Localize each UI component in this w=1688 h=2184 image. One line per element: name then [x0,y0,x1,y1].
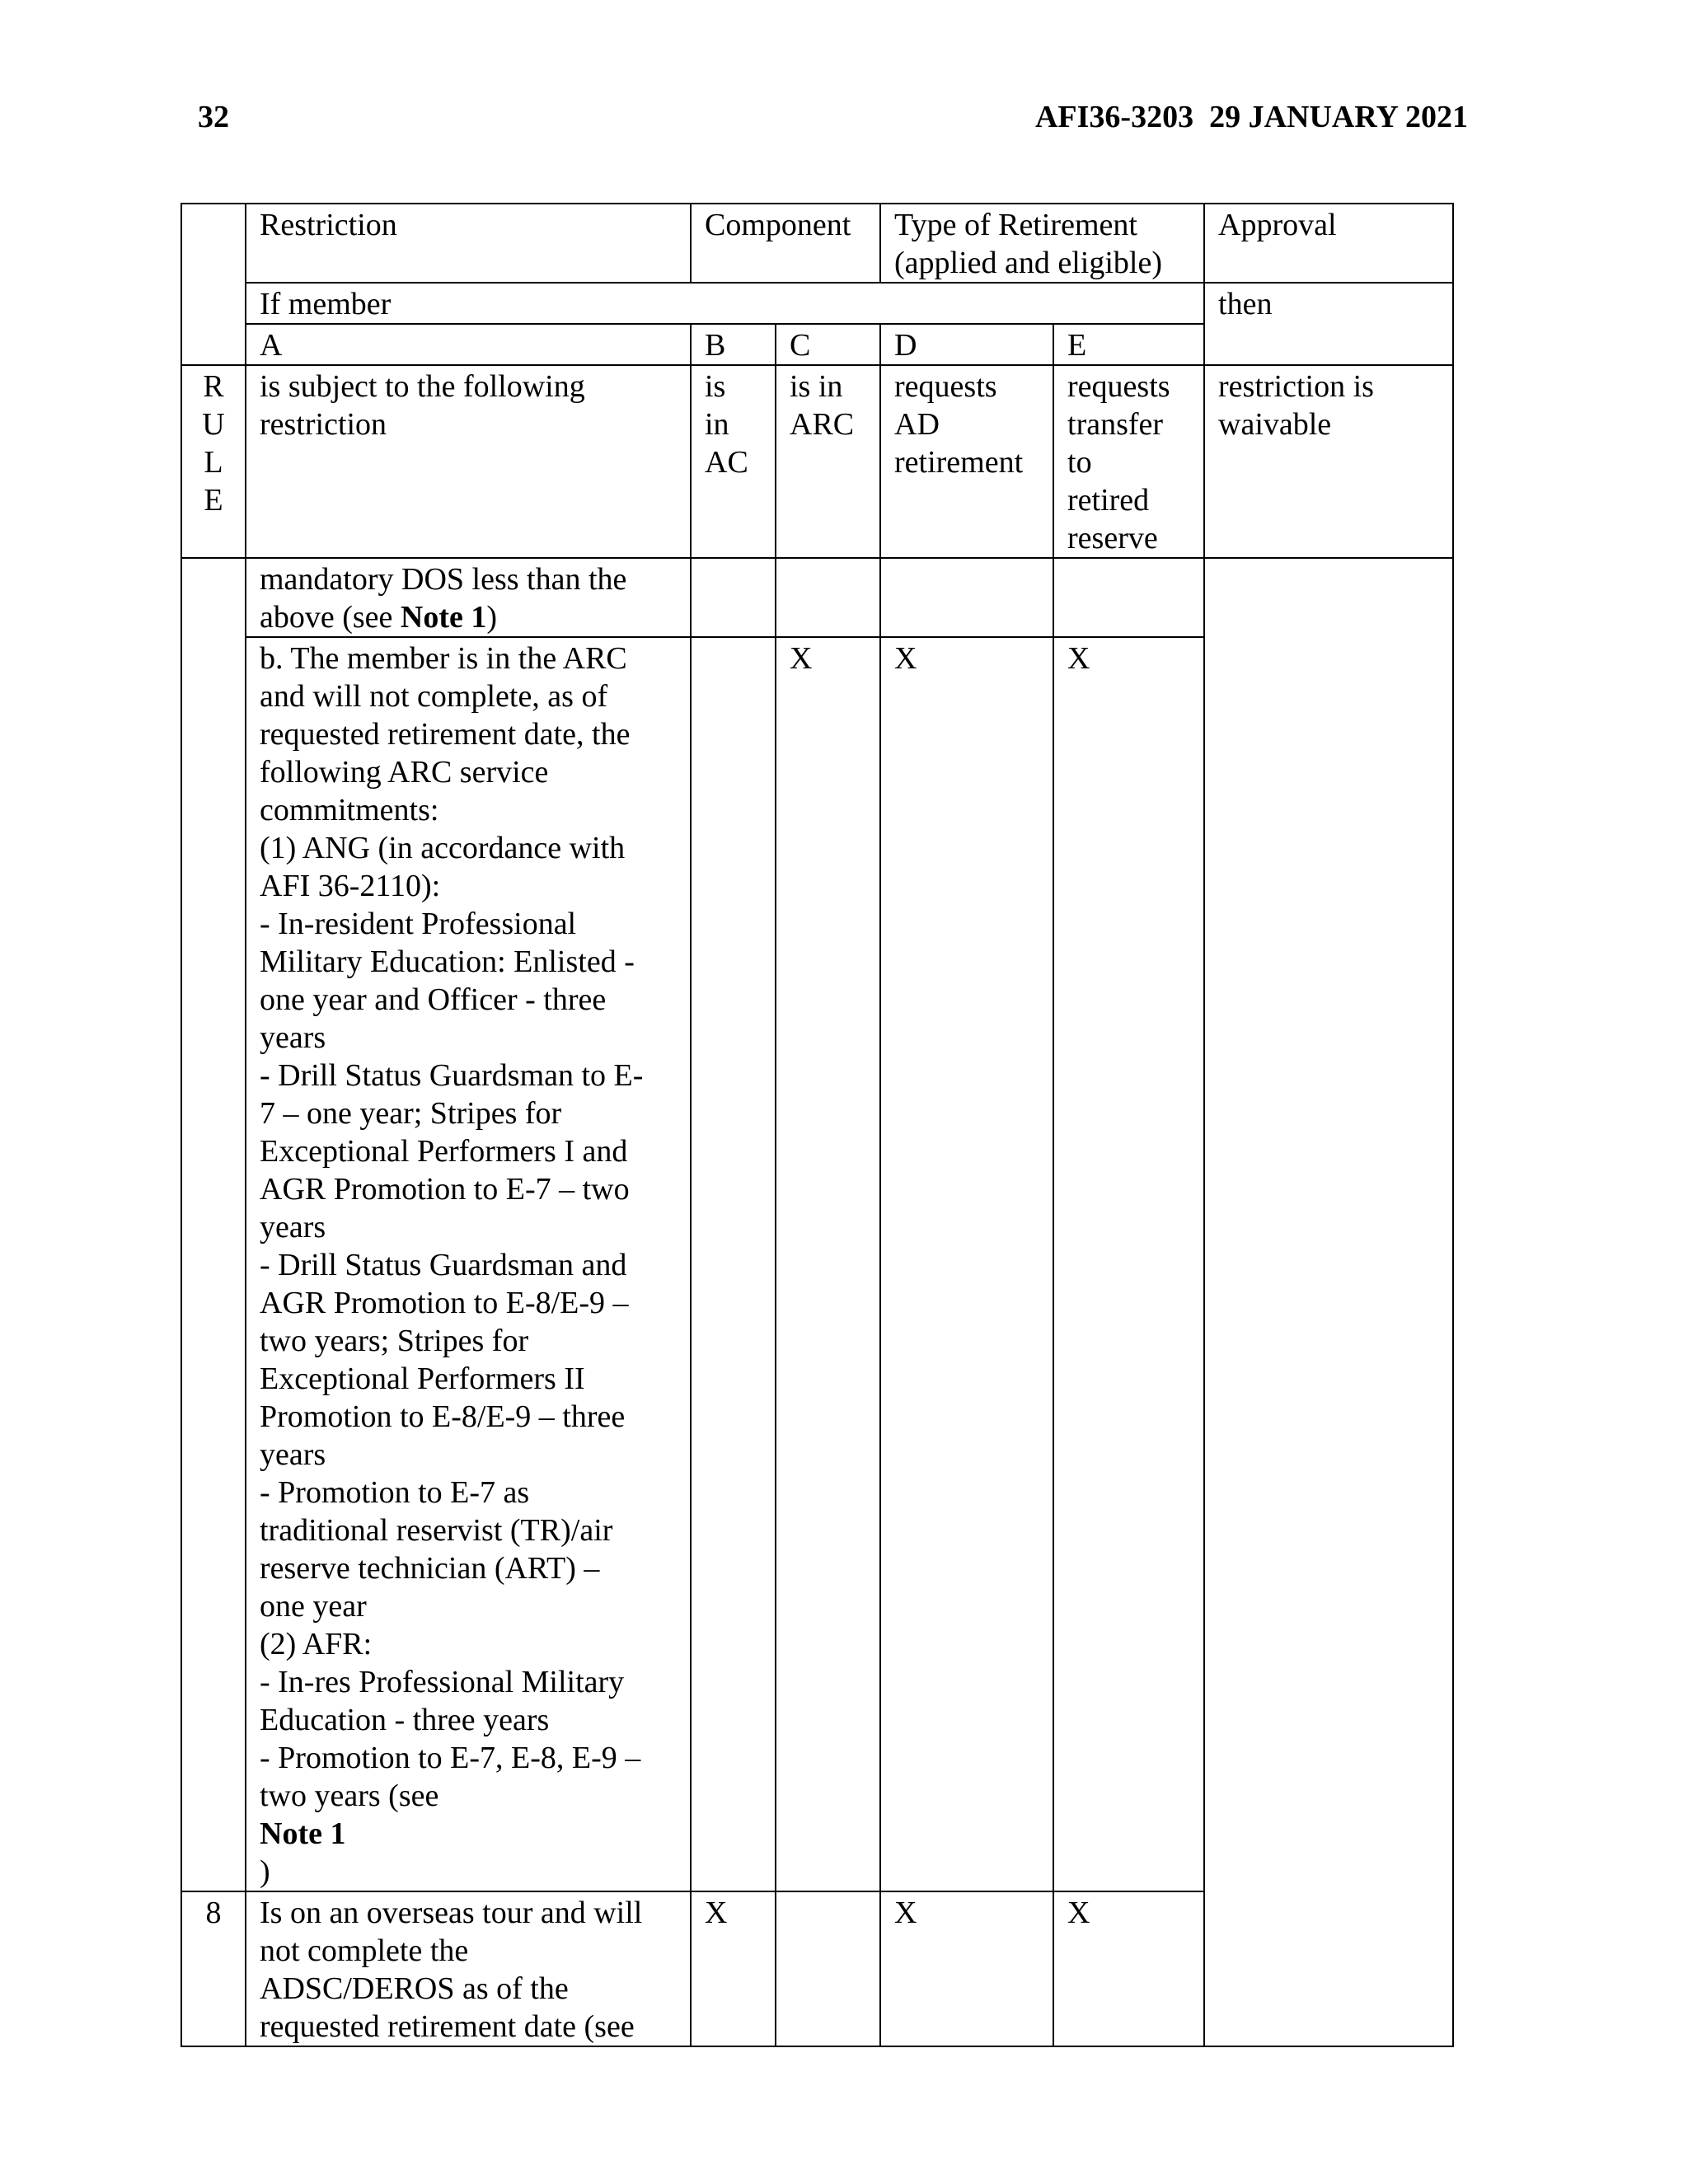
rule-letter: R [203,369,224,404]
rule-8-c [776,1891,880,2046]
column-c-description [776,365,880,558]
column-letter-b: B [691,324,776,365]
restriction-text: mandatory DOS less than the above (see [260,562,627,635]
column-b-description [691,365,776,558]
line: b. The member is in the ARC [260,641,627,676]
line: requested retirement date (see [260,2009,635,2044]
line: 7 – one year; Stripes for [260,1096,562,1131]
column-letter-d: D [880,324,1053,365]
line: traditional reservist (TR)/air [260,1513,613,1548]
line: - Drill Status Guardsman to E- [260,1058,644,1093]
arc-commitments-c: X [776,637,880,1891]
line: AC [705,445,748,480]
column-e-description [1053,365,1204,558]
if-member-cell: If member [246,283,1204,324]
arc-commitments-b [691,637,776,1891]
approval-continued [1204,558,1453,2046]
line: years [260,1020,326,1055]
line: two years; Stripes for [260,1324,529,1358]
line: Promotion to E-8/E-9 – three [260,1399,626,1434]
line [260,1777,677,1891]
line: is in [790,369,843,404]
rule-8-e: X [1053,1891,1204,2046]
line: (2) AFR: [260,1627,373,1661]
line: - Promotion to E-7 as [260,1475,530,1510]
line: one year and Officer - three [260,982,607,1017]
line: reserve technician (ART) – [260,1551,600,1586]
line: restriction is [1218,369,1374,404]
rule-letter: L [204,445,223,480]
continued-d [880,558,1053,637]
column-letter-a: A [246,324,691,365]
component-heading: Component [691,204,880,283]
line: years [260,1437,326,1472]
line: Is on an overseas tour and will [260,1896,643,1930]
line: ARC [790,407,855,442]
rule-header-blank [181,204,246,365]
line: to [1067,445,1092,480]
line: - In-res Professional Military [260,1665,625,1699]
line: AGR Promotion to E-8/E-9 – [260,1286,629,1320]
line: and will not complete, as of [260,679,608,714]
line: commitments: [260,793,439,827]
retirement-restrictions-table [181,203,1454,2047]
line: requested retirement date, the [260,717,631,752]
restriction-text: ) [260,1854,270,1889]
line: - Promotion to E-7, E-8, E-9 – [260,1741,641,1775]
line: requests [1067,369,1170,404]
line: years [260,1210,326,1244]
continued-row [181,558,1453,637]
rule-number: 8 [181,1891,246,2046]
arc-commitments-restriction [246,637,691,1891]
approval-description [1204,365,1453,558]
rule-vertical-label [181,365,246,558]
column-letter-c: C [776,324,880,365]
line: (1) ANG (in accordance with [260,831,626,865]
column-letter-e: E [1053,324,1204,365]
running-head: AFI36-3203 29 JANUARY 2021 [1034,100,1468,134]
restriction-text: two years (see [260,1779,439,1813]
continued-restriction [246,558,691,637]
rule-number-blank [181,558,246,1891]
continued-e [1053,558,1204,637]
line: waivable [1218,407,1332,442]
approval-heading: Approval [1204,204,1453,283]
line: AD [894,407,940,442]
line: not complete the [260,1933,469,1968]
note-reference: Note 1 [260,1816,346,1851]
line: one year [260,1589,367,1624]
line: transfer [1067,407,1164,442]
then-cell: then [1204,283,1453,365]
rule-letter: E [204,483,223,518]
line: AGR Promotion to E-7 – two [260,1172,630,1207]
restriction-heading: Restriction [246,204,691,283]
type-of-retirement-heading: Type of Retirement (applied and eligible) [880,204,1204,283]
heading-row [181,204,1453,283]
rule-8-d: X [880,1891,1053,2046]
line: retirement [894,445,1024,480]
column-d-description [880,365,1053,558]
column-description-row [181,365,1453,558]
condition-row [181,283,1453,324]
line: - In-resident Professional [260,907,577,941]
page-number: 32 [198,100,229,134]
line: AFI 36-2110): [260,869,441,903]
column-a-description: is subject to the following restriction [246,365,691,558]
arc-commitments-d: X [880,637,1053,1891]
rule-letter: U [202,407,225,442]
line: requests [894,369,997,404]
line: retired [1067,483,1150,518]
line: reserve [1067,521,1158,555]
restriction-text: ) [486,600,498,635]
line: ADSC/DEROS as of the [260,1971,569,2006]
note-reference: Note 1 [400,600,487,635]
line: Exceptional Performers II [260,1361,585,1396]
line: Education - three years [260,1703,550,1737]
line: Exceptional Performers I and [260,1134,628,1169]
line: Military Education: Enlisted - [260,944,635,979]
rule-8-b: X [691,1891,776,2046]
line: - Drill Status Guardsman and [260,1248,627,1282]
rule-8-restriction [246,1891,691,2046]
continued-c [776,558,880,637]
arc-commitments-e: X [1053,637,1204,1891]
continued-b [691,558,776,637]
line: is [705,369,726,404]
line: in [705,407,729,442]
line: following ARC service [260,755,549,790]
